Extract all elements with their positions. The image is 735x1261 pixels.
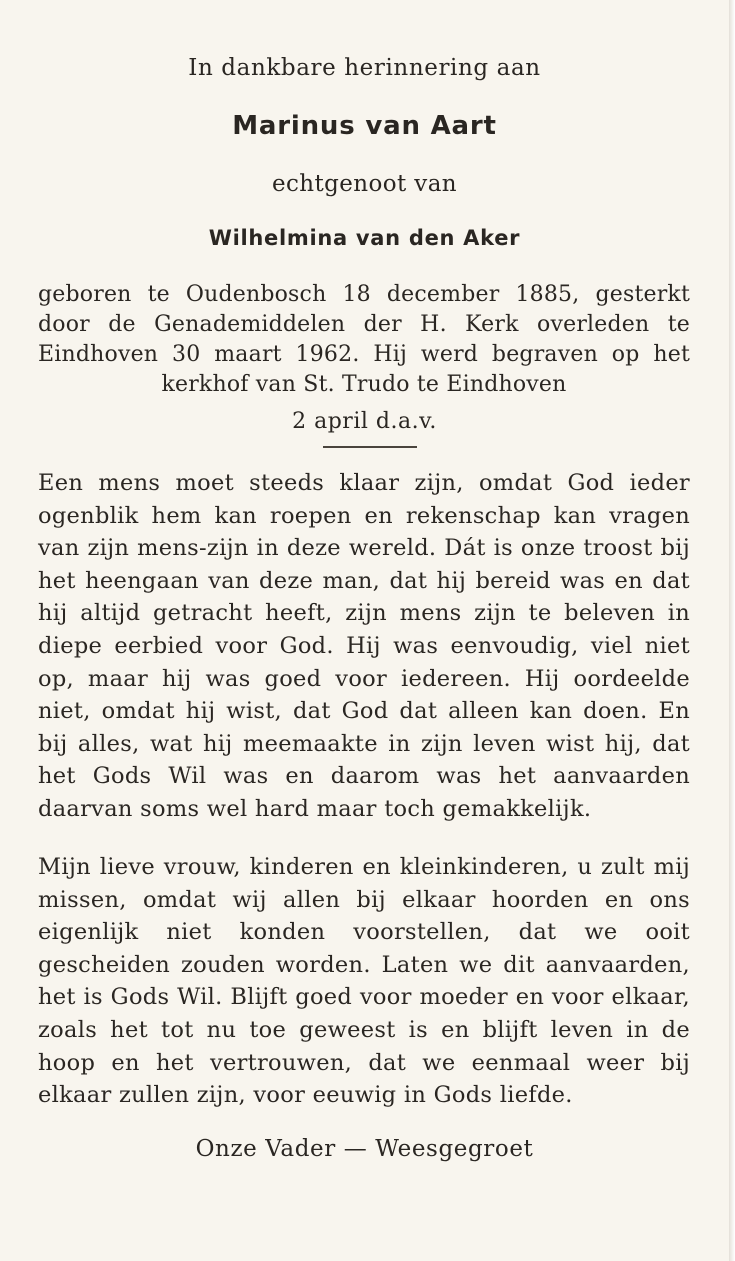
prayer-line: Onze Vader — Weesgegroet (195, 1136, 534, 1162)
divider (323, 446, 417, 448)
biography-text: geboren te Oudenbosch 18 december 1885, gesterkt door de Genademiddelen der H. Kerk overleden te Eindhoven 30 maart 1962. Hij werd begraven op het kerkhof van St. Trudo te Eindhoven (38, 282, 690, 397)
spouse-label: echtgenoot van (271, 171, 458, 197)
spouse-name: Wilhelmina van den Aker (208, 226, 521, 250)
burial-date: 2 april d.a.v. (292, 409, 437, 434)
deceased-name: Marinus van Aart (232, 111, 497, 141)
intro-text: In dankbare herinnering aan (188, 55, 541, 81)
farewell-paragraph: Mijn lieve vrouw, kinderen en kleinkinderen, u zult mij missen, omdat wij allen bij elkaar hoorden en ons eigenlijk niet konden voorstellen, dat we ooit gescheiden zouden worden. Laten we dit aanvaarden, het is Gods Wil. Blijft goed voor moeder en voor elkaar, zoals het tot nu toe geweest is en blijft leven in de hoop en het vertrouwen, dat we eenmaal weer bij elkaar zullen zijn, voor eeuwig in Gods liefde. (38, 854, 690, 1109)
card-edge (729, 0, 735, 1261)
reflection-paragraph: Een mens moet steeds klaar zijn, omdat God ieder ogenblik hem kan roepen en rekenschap kan vragen van zijn mens-zijn in deze wereld. Dát is onze troost bij het heengaan van deze man, dat hij bereid was en dat hij altijd getracht heeft, zijn mens zijn te beleven in diepe eerbied voor God. Hij was eenvoudig, viel niet op, maar hij was goed voor iedereen. Hij oordeelde niet, omdat hij wist, dat God dat alleen kan doen. En bij alles, wat hij meemaakte in zijn leven wist hij, dat het Gods Wil was en daarom was het aanvaarden daarvan soms wel hard maar toch gemakkelijk. (38, 470, 690, 822)
